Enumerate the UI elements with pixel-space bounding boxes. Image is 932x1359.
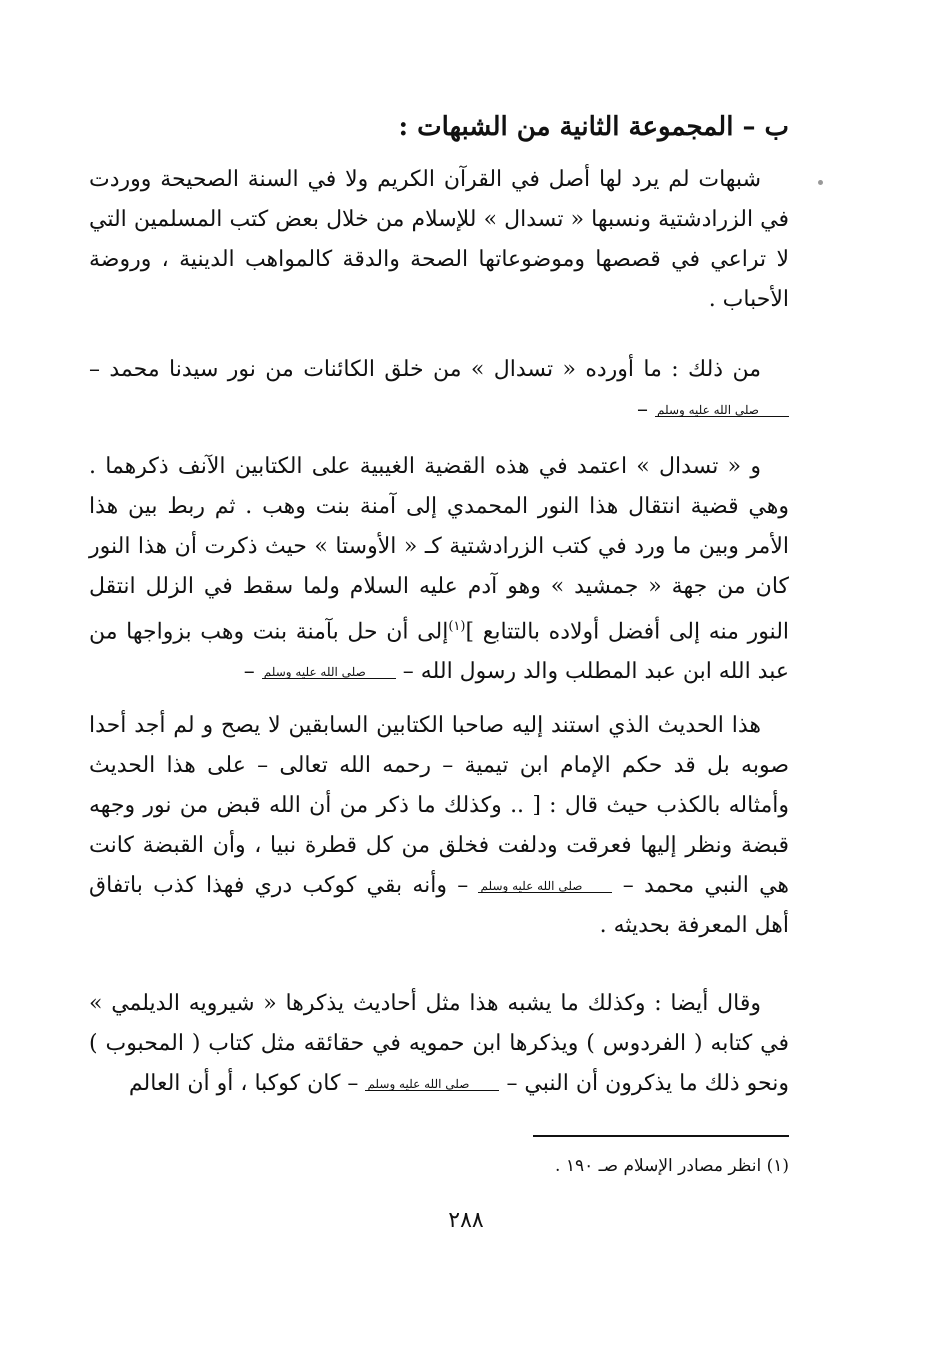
paragraph-2 [89, 350, 789, 430]
footnote-reference: (١) [448, 619, 466, 634]
salutation-glyph: صلى الله عليه وسلم [365, 1078, 499, 1091]
footnote: (١) انظر مصادر الإسلام صـ ١٩٠ . [555, 1156, 789, 1176]
paragraph-2-dash: – [637, 397, 648, 422]
paragraph-5-text-b: – كان كوكبا ، أو أن العالم [128, 1071, 359, 1096]
salutation-glyph: صلى الله عليه وسلم [478, 880, 612, 893]
paragraph-5-text-a: وقال أيضا : وكذلك ما يشبه هذا مثل أحاديث يذكرها « شيرويه الديلمي » في كتابه ( الفردوس ) ويذكرها ابن حمويه في حقائقه مثل كتاب ( المحبوب ) ونحو ذلك ما يذكرون أن النبي – [89, 991, 789, 1096]
paragraph-4-text-a: هذا الحديث الذي استند إليه صاحبا الكتابين السابقين لا يصح و لم أجد أحدا صوبه بل قد حكم الإمام ابن تيمية – رحمه الله تعالى – على هذا الحديث وأمثاله بالكذب حيث قال : [ .. وكذلك ما ذكر من أن الله قبض من نور وجهه قبضة ونظر إليها فعرقت ودلفت فخلق من كل قطرة نبيا ، وأن القبضة كانت هي النبي محمد – [89, 713, 790, 898]
paragraph-2-text: من ذلك : ما أورده « تسدال » من خلق الكائنات من نور سيدنا محمد – [89, 357, 761, 382]
paragraph-4-text-b: – وأنه بقي كوكب دري فهذا كذب باتفاق أهل المعرفة بحديثه . [89, 873, 789, 938]
section-heading: ب – المجموعة الثانية من الشبهات : [398, 112, 789, 142]
salutation-glyph: صلى الله عليه وسلم [655, 404, 789, 417]
scan-speck [818, 180, 823, 185]
page-number: ٢٨٨ [448, 1208, 484, 1233]
paragraph-3-dash: – [243, 659, 255, 685]
paragraph-1: شبهات لم يرد لها أصل في القرآن الكريم ولا في السنة الصحيحة ووردت في الزرادشتية ونسبها « تسدال » للإسلام من خلال بعض كتب المسلمين التي لا تراعي في قصصها وموضوعاتها الصحة والدقة كالمواهب الدينية ، وروضة الأحباب . [89, 167, 789, 312]
paragraph-3 [89, 447, 789, 692]
salutation-glyph: صلى الله عليه وسلم [262, 666, 396, 679]
paragraph-3-text-b: إلى أن حل بآمنة بنت وهب بزواجها من عبد الله ابن عبد المطلب والد رسول الله – [89, 619, 789, 685]
paragraph-3-text-a: و « تسدال » اعتمد في هذه القضية الغيبية على الكتابين الآنف ذكرهما . وهي قضية انتقال هذا النور المحمدي إلى آمنة بنت وهب . ثم ربط بين هذا الأمر وبين ما ورد في كتب الزرادشتية كـ « الأوستا » حيث ذكرت أن هذا النور كان من جهة « جمشيد » وهو آدم عليه السلام ولما سقط في الزلل انتقل النور منه إلى أفضل أولاده بالتتابع ] [89, 454, 790, 645]
footnote-divider [533, 1135, 789, 1137]
paragraph-5 [89, 984, 789, 1104]
paragraph-4 [89, 706, 789, 946]
